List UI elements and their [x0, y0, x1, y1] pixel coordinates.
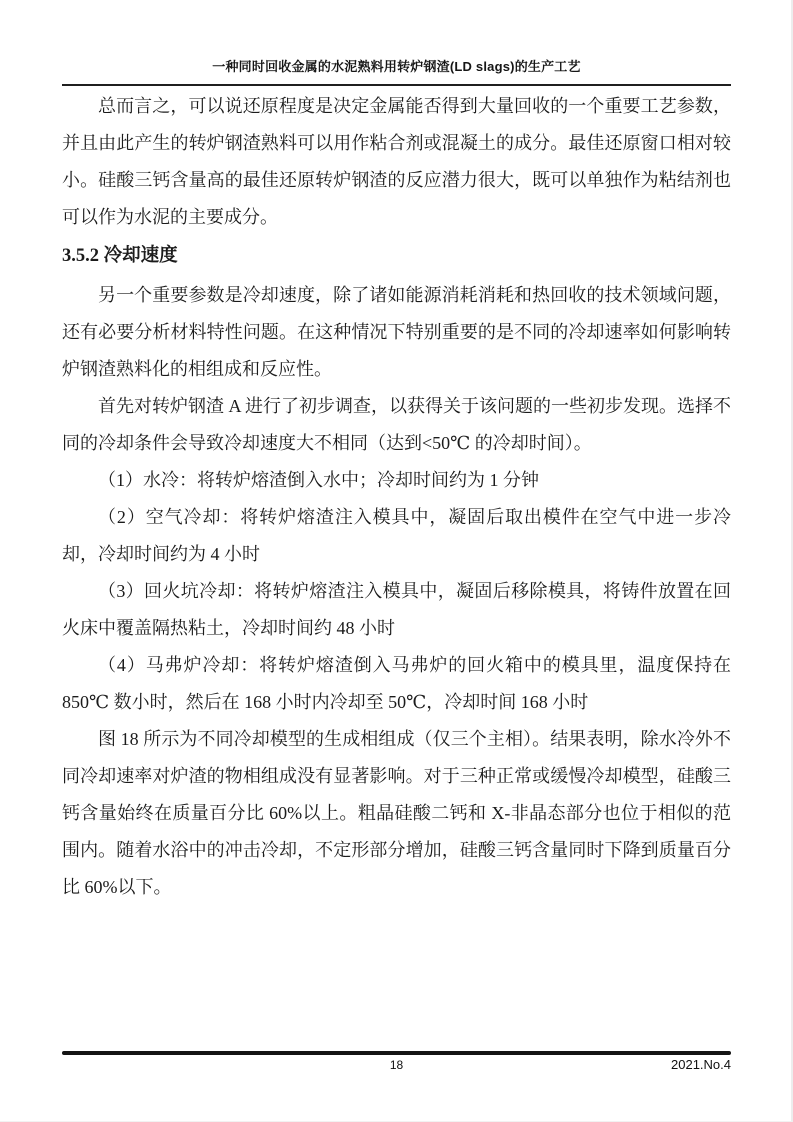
section-paragraph: 另一个重要参数是冷却速度，除了诸如能源消耗消耗和热回收的技术领域问题，还有必要分析材料特性问题。在这种情况下特别重要的是不同的冷却速率如何影响转炉钢渣熟料化的相组成和反应性。 — [62, 285, 731, 379]
cooling-method-item: （1）水冷：将转炉熔渣倒入水中；冷却时间约为 1 分钟 — [98, 470, 539, 490]
running-header-title: 一种同时回收金属的水泥熟料用转炉钢渣(LD slags)的生产工艺 — [212, 59, 581, 74]
issue-label: 2021.No.4 — [671, 1057, 731, 1072]
cooling-method-item: （4）马弗炉冷却：将转炉熔渣倒入马弗炉的回火箱中的模具里，温度保持在850℃ 数小时，然后在 168 小时内冷却至 50℃，冷却时间 168 小时 — [62, 655, 731, 712]
section-heading: 3.5.2 冷却速度 — [62, 246, 178, 266]
cooling-method-item: （2）空气冷却：将转炉熔渣注入模具中，凝固后取出模件在空气中进一步冷却，冷却时间约为 4 小时 — [62, 507, 731, 564]
section-paragraph: 首先对转炉钢渣 A 进行了初步调查，以获得关于该问题的一些初步发现。选择不同的冷却条件会导致冷却速度大不相同（达到<50℃ 的冷却时间）。 — [62, 396, 732, 453]
header-rule — [62, 84, 731, 86]
cooling-method-item: （3）回火坑冷却：将转炉熔渣注入模具中，凝固后移除模具，将铸件放置在回火床中覆盖隔热粘土，冷却时间约 48 小时 — [62, 581, 731, 638]
document-body — [62, 88, 731, 906]
page-number: 18 — [389, 1058, 404, 1072]
summary-paragraph: 总而言之，可以说还原程度是决定金属能否得到大量回收的一个重要工艺参数，并且由此产生的转炉钢渣熟料可以用作粘合剂或混凝土的成分。最佳还原窗口相对较小。硅酸三钙含量高的最佳还原转炉钢渣的反应潜力很大，既可以单独作为粘结剂也可以作为水泥的主要成分。 — [62, 96, 731, 227]
results-paragraph: 图 18 所示为不同冷却模型的生成相组成（仅三个主相）。结果表明，除水冷外不同冷却速率对炉渣的物相组成没有显著影响。对于三种正常或缓慢冷却模型，硅酸三钙含量始终在质量百分比 60%以上。粗晶硅酸二钙和 X-非晶态部分也位于相似的范围内。随着水浴中的冲击冷却，不定形部分增加，硅酸三钙含量同时下降到质量百分比 60%以下。 — [62, 729, 731, 897]
footer-rule — [62, 1051, 731, 1055]
